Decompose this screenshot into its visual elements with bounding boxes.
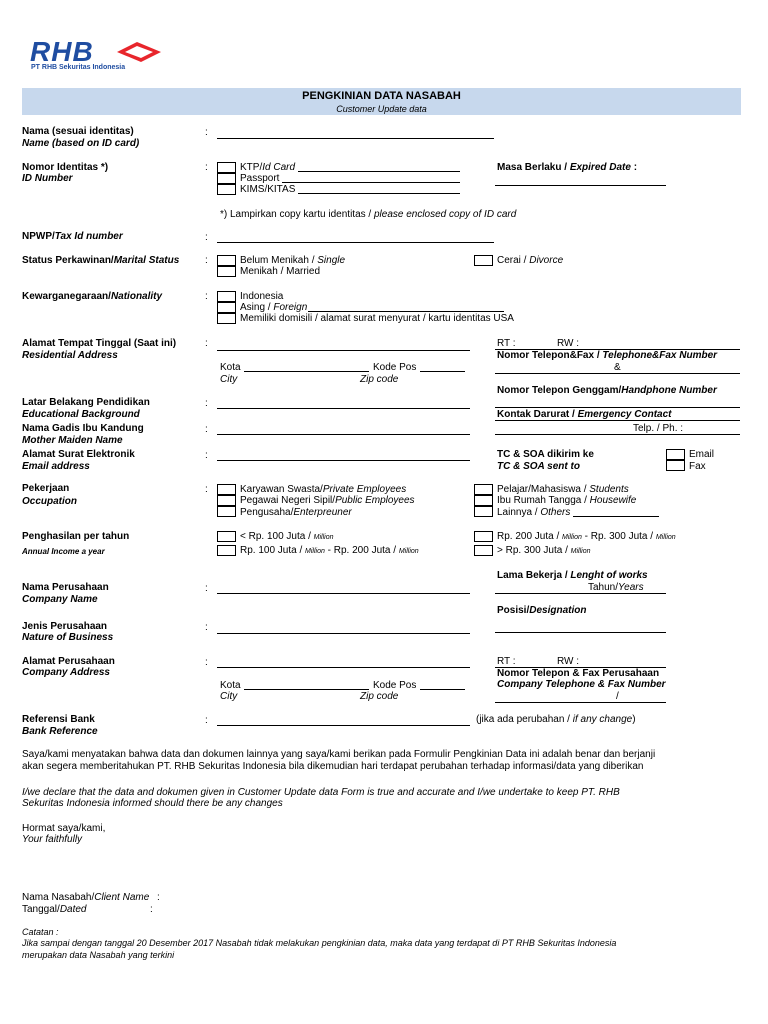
declaration-en-line1: I/we declare that the data and dokumen given in Customer Update data Form is true and accurate and I/we undertake to keep PT. RHB bbox=[22, 787, 620, 798]
income-200-300-checkbox[interactable] bbox=[474, 531, 493, 542]
date-label: Tanggal/ bbox=[22, 904, 60, 915]
note-line1: Jika sampai dengan tanggal 20 Desember 2017 Nasabah tidak melakukan pengkinian data, maka data yang terdapat di PT RHB Sekuritas Indonesia bbox=[22, 938, 617, 948]
kota-input[interactable] bbox=[244, 371, 369, 372]
ktp-label-en: Id Card bbox=[262, 162, 296, 173]
million-label: Million bbox=[562, 534, 582, 541]
amp-label: & bbox=[614, 362, 621, 373]
address-label: Alamat Tempat Tinggal (Saat ini) bbox=[22, 338, 177, 349]
kota-label: Kota bbox=[220, 362, 241, 373]
position-label: Posisi/ bbox=[497, 605, 530, 616]
colon: : bbox=[205, 338, 208, 349]
entrepreneur-checkbox[interactable] bbox=[217, 506, 236, 517]
company-kota-label: Kota bbox=[220, 680, 241, 691]
colon: : bbox=[205, 484, 208, 495]
emergency-name-input[interactable] bbox=[495, 420, 740, 421]
bank-note-close: ) bbox=[632, 714, 636, 725]
expired-input[interactable] bbox=[495, 185, 666, 186]
kodepos-label: Kode Pos bbox=[373, 362, 417, 373]
colon: : bbox=[205, 450, 208, 461]
npwp-label-en: Tax Id number bbox=[54, 231, 123, 242]
kodepos-input[interactable] bbox=[420, 371, 465, 372]
company-city-label: City bbox=[220, 691, 238, 702]
public-label-en: Public Employees bbox=[335, 495, 415, 506]
colon: : bbox=[157, 892, 160, 903]
emergency-phone-label: Telp. / Ph. : bbox=[633, 423, 684, 434]
public-checkbox[interactable] bbox=[217, 495, 236, 506]
company-phone-label: Nomor Telepon & Fax Perusahaan bbox=[497, 668, 660, 679]
passport-checkbox[interactable] bbox=[217, 173, 236, 184]
emergency-phone-input[interactable] bbox=[495, 434, 740, 435]
handphone-label: Nomor Telepon Genggam/ bbox=[497, 385, 622, 396]
declaration-en-line2: Sekuritas Indonesia informed should there be any changes bbox=[22, 798, 283, 809]
bank-label: Referensi Bank bbox=[22, 714, 95, 725]
others-input[interactable] bbox=[573, 516, 659, 517]
tc-fax-checkbox[interactable] bbox=[666, 460, 685, 471]
page-title: PENGKINIAN DATA NASABAH bbox=[302, 90, 461, 102]
colon: : bbox=[205, 232, 208, 243]
email-label-en: Email address bbox=[22, 461, 90, 472]
income-lt100-checkbox[interactable] bbox=[217, 531, 236, 542]
email-input[interactable] bbox=[217, 460, 470, 461]
note-line2: merupakan data Nasabah yang terkini bbox=[22, 950, 175, 960]
private-checkbox[interactable] bbox=[217, 484, 236, 495]
colon: : bbox=[205, 398, 208, 409]
divorce-label-en: Divorce bbox=[529, 255, 564, 266]
indonesia-label: Indonesia bbox=[240, 291, 284, 302]
client-name-label: Nama Nasabah/ bbox=[22, 892, 95, 903]
tc-fax-label: Fax bbox=[689, 461, 706, 472]
handphone-input[interactable] bbox=[495, 407, 740, 408]
company-kota-input[interactable] bbox=[244, 689, 369, 690]
colon: : bbox=[205, 715, 208, 726]
income-200b-label: Rp. 200 Juta / bbox=[497, 531, 563, 542]
single-checkbox[interactable] bbox=[217, 255, 236, 266]
nationality-label-en: Nationality bbox=[110, 291, 163, 302]
npwp-input[interactable] bbox=[217, 242, 494, 243]
note-label: Catatan : bbox=[22, 927, 59, 937]
kims-label: KIMS/KITAS bbox=[240, 184, 296, 195]
nama-label: Nama (sesuai identitas) bbox=[22, 126, 134, 137]
company-address-input[interactable] bbox=[217, 667, 470, 668]
student-checkbox[interactable] bbox=[474, 484, 493, 495]
usa-checkbox[interactable] bbox=[217, 313, 236, 324]
million-label: Million bbox=[398, 548, 419, 555]
colon: : bbox=[205, 657, 208, 668]
foreign-checkbox[interactable] bbox=[217, 302, 236, 313]
id-number-label: Nomor Identitas *) bbox=[22, 162, 109, 173]
position-label-en: Designation bbox=[529, 605, 587, 616]
length-label-en: Lenght of works bbox=[570, 570, 648, 581]
single-label-en: Single bbox=[317, 255, 346, 266]
income-gt300-label: > Rp. 300 Juta / bbox=[497, 545, 571, 556]
zip-label: Zip code bbox=[360, 374, 399, 385]
expired-label: Masa Berlaku / bbox=[497, 162, 570, 173]
company-rt-label: RT : bbox=[497, 656, 516, 667]
income-100-200-checkbox[interactable] bbox=[217, 545, 236, 556]
others-label-en: Others bbox=[540, 507, 571, 518]
private-label: Karyawan Swasta/ bbox=[240, 484, 323, 495]
id-note-en: please enclosed copy of ID card bbox=[373, 209, 517, 220]
faithfully-label: Your faithfully bbox=[22, 834, 83, 845]
emergency-label-en: Emergency Contact bbox=[577, 409, 672, 420]
education-label-en: Educational Background bbox=[22, 409, 140, 420]
income-label-en: Annual Income a year bbox=[22, 547, 105, 556]
education-label: Latar Belakang Pendidikan bbox=[22, 397, 150, 408]
occupation-label: Pekerjaan bbox=[22, 483, 70, 494]
company-phone-label-en: Company Telephone & Fax Number bbox=[497, 679, 666, 690]
company-kodepos-label: Kode Pos bbox=[373, 680, 417, 691]
rw-label: RW : bbox=[557, 338, 580, 349]
housewife-label: Ibu Rumah Tangga / bbox=[497, 495, 590, 506]
declaration-id-line1: Saya/kami menyatakan bahwa data dan dokumen lainnya yang saya/kami berikan pada Formulir Pengkinian Data ini adalah benar dan berjanji bbox=[22, 749, 656, 760]
colon: : bbox=[205, 291, 208, 302]
bank-note-en: if any change bbox=[572, 714, 633, 725]
date-label-en: Dated bbox=[59, 904, 87, 915]
private-label-en: Private Employees bbox=[322, 484, 407, 495]
length-input[interactable] bbox=[495, 593, 666, 594]
mother-label: Nama Gadis Ibu Kandung bbox=[22, 423, 144, 434]
married-checkbox[interactable] bbox=[217, 266, 236, 277]
occupation-label-en: Occupation bbox=[22, 496, 78, 507]
business-label: Jenis Perusahaan bbox=[22, 621, 108, 632]
income-gt300-checkbox[interactable] bbox=[474, 545, 493, 556]
company-address-label: Alamat Perusahaan bbox=[22, 656, 115, 667]
company-phone-slash: / bbox=[616, 691, 619, 702]
others-checkbox[interactable] bbox=[474, 506, 493, 517]
foreign-input[interactable] bbox=[308, 311, 504, 312]
usa-label: Memiliki domisili / alamat surat menyurat / kartu identitas USA bbox=[240, 313, 514, 324]
tc-label: TC & SOA dikirim ke bbox=[497, 449, 594, 460]
tc-label-en: TC & SOA sent to bbox=[497, 461, 580, 472]
mother-label-en: Mother Maiden Name bbox=[22, 435, 123, 446]
foreign-label: Asing / bbox=[240, 302, 274, 313]
divorce-checkbox[interactable] bbox=[474, 255, 493, 266]
million-label: Million bbox=[313, 534, 334, 541]
colon: : bbox=[205, 127, 208, 138]
npwp-label: NPWP/ bbox=[22, 231, 55, 242]
address-input[interactable] bbox=[217, 350, 470, 351]
nationality-label: Kewarganegaraan/ bbox=[22, 291, 111, 302]
colon: : bbox=[205, 162, 208, 173]
company-rw-label: RW : bbox=[557, 656, 580, 667]
emergency-label: Kontak Darurat / bbox=[497, 409, 578, 420]
colon: : bbox=[205, 622, 208, 633]
company-phone-input[interactable] bbox=[495, 702, 666, 703]
income-100-label: Rp. 100 Juta / bbox=[240, 545, 306, 556]
telp-fax-label-en: Telephone&Fax Number bbox=[602, 350, 718, 361]
expired-label-en: Expired Date bbox=[569, 162, 631, 173]
tc-email-checkbox[interactable] bbox=[666, 449, 685, 460]
bank-note: (jika ada perubahan / bbox=[476, 714, 573, 725]
married-label: Menikah / Married bbox=[240, 266, 321, 277]
public-label: Pegawai Negeri Sipil/ bbox=[240, 495, 336, 506]
indonesia-checkbox[interactable] bbox=[217, 291, 236, 302]
income-300-label: - Rp. 300 Juta / bbox=[581, 531, 656, 542]
company-zip-label: Zip code bbox=[360, 691, 399, 702]
length-label: Lama Bekerja / bbox=[497, 570, 571, 581]
logo-diamond-icon bbox=[115, 40, 163, 64]
kims-checkbox[interactable] bbox=[217, 184, 236, 195]
million-label: Million bbox=[570, 548, 591, 555]
colon: : bbox=[150, 904, 153, 915]
nama-label-en: Name (based on ID card) bbox=[22, 138, 140, 149]
email-label: Alamat Surat Elektronik bbox=[22, 449, 135, 460]
logo-brand: RHB bbox=[30, 36, 94, 67]
telp-fax-label: Nomor Telepon&Fax / bbox=[497, 350, 603, 361]
handphone-label-en: Handphone Number bbox=[621, 385, 717, 396]
income-label: Penghasilan per tahun bbox=[22, 531, 130, 542]
colon: : bbox=[205, 424, 208, 435]
company-address-label-en: Company Address bbox=[22, 667, 110, 678]
million-label: Million bbox=[305, 548, 325, 555]
others-label: Lainnya / bbox=[497, 507, 541, 518]
entrepreneur-label-en: Enterpreuner bbox=[293, 507, 352, 518]
education-input[interactable] bbox=[217, 408, 470, 409]
id-note: *) Lampirkan copy kartu identitas / bbox=[220, 209, 374, 220]
logo-company: PT RHB Sekuritas Indonesia bbox=[31, 64, 126, 71]
passport-input[interactable] bbox=[282, 182, 460, 183]
address-label-en: Residential Address bbox=[22, 350, 118, 361]
status-label: Status Perkawinan/ bbox=[22, 255, 114, 266]
years-label: Tahun/ bbox=[588, 582, 619, 593]
colon: : bbox=[205, 583, 208, 594]
company-kodepos-input[interactable] bbox=[420, 689, 465, 690]
hormat-label: Hormat saya/kami, bbox=[22, 823, 106, 834]
page-subtitle: Customer Update data bbox=[336, 104, 427, 114]
tc-email-label: Email bbox=[689, 449, 715, 460]
company-label: Nama Perusahaan bbox=[22, 582, 109, 593]
business-input[interactable] bbox=[217, 633, 470, 634]
telp-fax-input[interactable] bbox=[495, 373, 740, 374]
city-label: City bbox=[220, 374, 238, 385]
company-input[interactable] bbox=[217, 593, 470, 594]
housewife-label-en: Housewife bbox=[589, 495, 637, 506]
position-input[interactable] bbox=[495, 632, 666, 633]
passport-label: Passport bbox=[240, 173, 280, 184]
nama-input[interactable] bbox=[217, 138, 494, 139]
housewife-checkbox[interactable] bbox=[474, 495, 493, 506]
single-label: Belum Menikah / bbox=[240, 255, 318, 266]
client-name-label-en: Client Name bbox=[94, 892, 150, 903]
ktp-input[interactable] bbox=[298, 171, 460, 172]
student-label: Pelajar/Mahasiswa / bbox=[497, 484, 590, 495]
income-lt100-label: < Rp. 100 Juta / bbox=[240, 531, 314, 542]
status-label-en: Marital Status bbox=[113, 255, 180, 266]
ktp-label: KTP/ bbox=[240, 162, 263, 173]
divorce-label: Cerai / bbox=[497, 255, 530, 266]
income-200-label: - Rp. 200 Juta / bbox=[324, 545, 399, 556]
bank-input[interactable] bbox=[217, 725, 470, 726]
years-label-en: Years bbox=[618, 582, 644, 593]
colon: : bbox=[205, 255, 208, 266]
rt-label: RT : bbox=[497, 338, 516, 349]
company-label-en: Company Name bbox=[22, 594, 98, 605]
kims-input[interactable] bbox=[298, 193, 460, 194]
entrepreneur-label: Pengusaha/ bbox=[240, 507, 294, 518]
ktp-checkbox[interactable] bbox=[217, 162, 236, 173]
foreign-label-en: Foreign bbox=[273, 302, 308, 313]
mother-input[interactable] bbox=[217, 434, 470, 435]
bank-label-en: Bank Reference bbox=[22, 726, 98, 737]
million-label: Million bbox=[655, 534, 676, 541]
business-label-en: Nature of Business bbox=[22, 632, 114, 643]
student-label-en: Students bbox=[589, 484, 629, 495]
declaration-id-line2: akan segera memberitahukan PT. RHB Sekuritas Indonesia bila dikemudian hari terdapat perubahan terhadap informasi/data yang diberikan bbox=[22, 761, 644, 772]
id-number-label-en: ID Number bbox=[22, 173, 73, 184]
